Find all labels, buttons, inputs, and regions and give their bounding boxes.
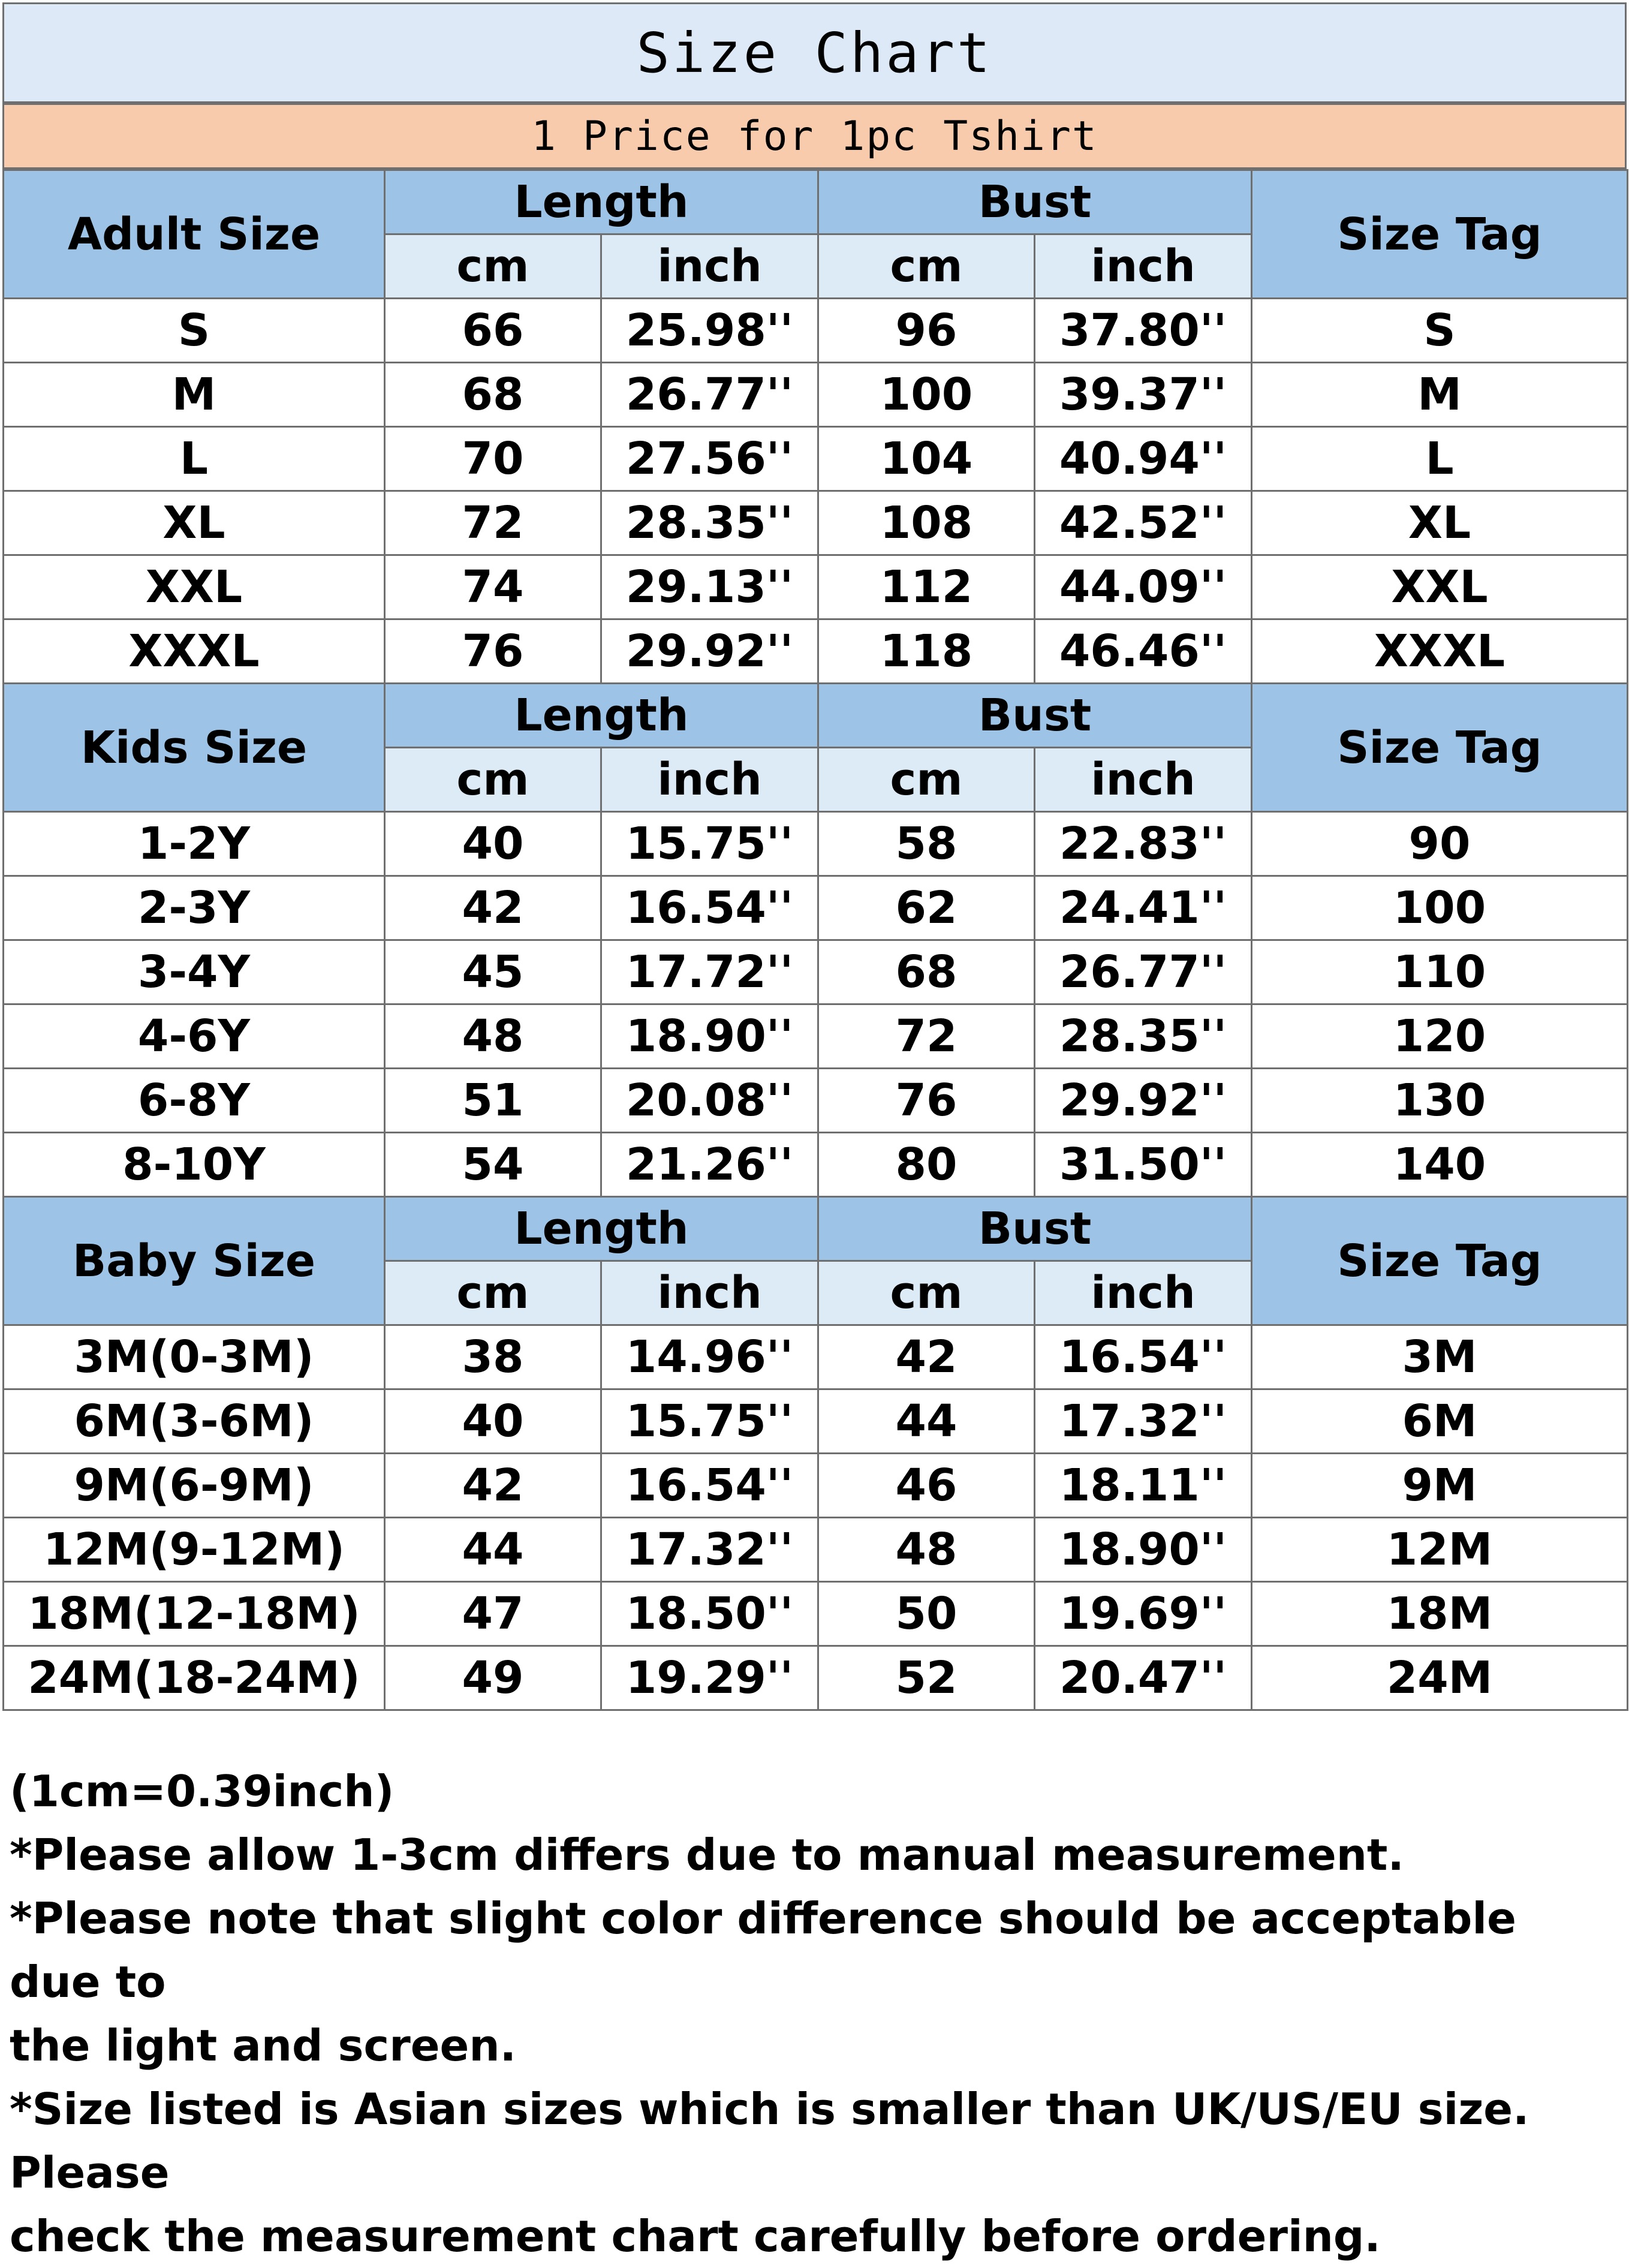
length-cm-cell: 74 — [385, 555, 601, 619]
table-row — [4, 427, 1628, 491]
bust-cm-cell: 46 — [818, 1454, 1035, 1518]
length-cm-cell: 76 — [385, 619, 601, 684]
bust-inch-cell: 17.32'' — [1035, 1389, 1252, 1454]
bust-cm-cell: 80 — [818, 1133, 1035, 1197]
bust-inch-cell: 16.54'' — [1035, 1325, 1252, 1389]
size-cell: S — [4, 299, 385, 363]
size-cell: L — [4, 427, 385, 491]
table-row — [4, 1582, 1628, 1646]
table-row — [4, 1004, 1628, 1069]
length-cm-cell: 42 — [385, 1454, 601, 1518]
bust-cm-cell: 50 — [818, 1582, 1035, 1646]
table-row — [4, 1133, 1628, 1197]
bust-inch-cell: 26.77'' — [1035, 940, 1252, 1004]
bust-cm-cell: 108 — [818, 491, 1035, 555]
length-inch-cell: 16.54'' — [601, 876, 818, 940]
bust-inch-cell: 20.47'' — [1035, 1646, 1252, 1710]
chart-title: Size Chart — [2, 2, 1627, 103]
length-cm-cell: 54 — [385, 1133, 601, 1197]
length-inch-cell: 29.92'' — [601, 619, 818, 684]
size-cell: 1-2Y — [4, 812, 385, 876]
bust-cm-cell: 76 — [818, 1069, 1035, 1133]
bust-inch-cell: 28.35'' — [1035, 1004, 1252, 1069]
bust-inch-header: inch — [1035, 1261, 1252, 1325]
length-cm-cell: 70 — [385, 427, 601, 491]
length-inch-cell: 15.75'' — [601, 812, 818, 876]
bust-inch-cell: 29.92'' — [1035, 1069, 1252, 1133]
note-line: (1cm=0.39inch) — [10, 1766, 395, 1816]
size-table — [2, 169, 1628, 1711]
section-label: Kids Size — [4, 684, 385, 812]
table-row — [4, 299, 1628, 363]
bust-cm-header: cm — [818, 748, 1035, 812]
table-row — [4, 1325, 1628, 1389]
length-cm-cell: 48 — [385, 1004, 601, 1069]
length-cm-cell: 45 — [385, 940, 601, 1004]
notes — [10, 1759, 1616, 2268]
bust-inch-cell: 39.37'' — [1035, 363, 1252, 427]
price-note: 1 Price for 1pc Tshirt — [2, 103, 1627, 169]
length-header: Length — [385, 1197, 818, 1261]
bust-header: Bust — [818, 170, 1252, 234]
bust-cm-cell: 96 — [818, 299, 1035, 363]
bust-cm-cell: 58 — [818, 812, 1035, 876]
size-tag-header: Size Tag — [1252, 684, 1628, 812]
length-cm-cell: 47 — [385, 1582, 601, 1646]
size-tag-cell: 90 — [1252, 812, 1628, 876]
size-tag-cell: S — [1252, 299, 1628, 363]
length-inch-cell: 27.56'' — [601, 427, 818, 491]
length-cm-cell: 42 — [385, 876, 601, 940]
table-row — [4, 1454, 1628, 1518]
size-tag-cell: 130 — [1252, 1069, 1628, 1133]
bust-cm-header: cm — [818, 234, 1035, 299]
length-inch-cell: 25.98'' — [601, 299, 818, 363]
bust-inch-cell: 18.11'' — [1035, 1454, 1252, 1518]
bust-inch-cell: 19.69'' — [1035, 1582, 1252, 1646]
size-tag-cell: XXL — [1252, 555, 1628, 619]
table-row — [4, 812, 1628, 876]
size-tag-cell: 120 — [1252, 1004, 1628, 1069]
length-cm-cell: 68 — [385, 363, 601, 427]
bust-inch-cell: 18.90'' — [1035, 1518, 1252, 1582]
bust-inch-header: inch — [1035, 748, 1252, 812]
size-cell: XXL — [4, 555, 385, 619]
note-line: check the measurement chart carefully before ordering. — [10, 2211, 1381, 2261]
size-cell: 3-4Y — [4, 940, 385, 1004]
length-inch-cell: 20.08'' — [601, 1069, 818, 1133]
table-row — [4, 1518, 1628, 1582]
table-row — [4, 491, 1628, 555]
bust-cm-cell: 72 — [818, 1004, 1035, 1069]
section-header-row — [4, 170, 1628, 234]
bust-inch-cell: 40.94'' — [1035, 427, 1252, 491]
length-inch-cell: 18.90'' — [601, 1004, 818, 1069]
length-cm-cell: 44 — [385, 1518, 601, 1582]
table-row — [4, 876, 1628, 940]
bust-inch-cell: 44.09'' — [1035, 555, 1252, 619]
length-inch-header: inch — [601, 748, 818, 812]
size-cell: 3M(0-3M) — [4, 1325, 385, 1389]
size-tag-cell: XL — [1252, 491, 1628, 555]
size-tag-cell: 3M — [1252, 1325, 1628, 1389]
size-cell: 18M(12-18M) — [4, 1582, 385, 1646]
bust-cm-cell: 52 — [818, 1646, 1035, 1710]
length-inch-cell: 29.13'' — [601, 555, 818, 619]
length-inch-cell: 28.35'' — [601, 491, 818, 555]
bust-cm-cell: 62 — [818, 876, 1035, 940]
section-label: Adult Size — [4, 170, 385, 299]
size-tag-cell: XXXL — [1252, 619, 1628, 684]
bust-inch-cell: 24.41'' — [1035, 876, 1252, 940]
length-inch-cell: 15.75'' — [601, 1389, 818, 1454]
bust-cm-cell: 104 — [818, 427, 1035, 491]
length-cm-cell: 40 — [385, 1389, 601, 1454]
length-inch-cell: 19.29'' — [601, 1646, 818, 1710]
size-tag-cell: 110 — [1252, 940, 1628, 1004]
bust-inch-cell: 31.50'' — [1035, 1133, 1252, 1197]
length-cm-cell: 38 — [385, 1325, 601, 1389]
size-tag-header: Size Tag — [1252, 1197, 1628, 1325]
section-label: Baby Size — [4, 1197, 385, 1325]
length-cm-cell: 72 — [385, 491, 601, 555]
length-cm-header: cm — [385, 1261, 601, 1325]
bust-cm-cell: 42 — [818, 1325, 1035, 1389]
length-cm-header: cm — [385, 234, 601, 299]
section-header-row — [4, 1197, 1628, 1261]
length-inch-header: inch — [601, 234, 818, 299]
length-inch-header: inch — [601, 1261, 818, 1325]
length-cm-cell: 49 — [385, 1646, 601, 1710]
bust-header: Bust — [818, 684, 1252, 748]
length-inch-cell: 21.26'' — [601, 1133, 818, 1197]
table-row — [4, 940, 1628, 1004]
note-line: *Please note that slight color difference should be acceptable due to — [10, 1893, 1516, 2007]
note-line: *Please allow 1-3cm differs due to manual measurement. — [10, 1830, 1404, 1880]
length-inch-cell: 16.54'' — [601, 1454, 818, 1518]
bust-cm-header: cm — [818, 1261, 1035, 1325]
size-cell: M — [4, 363, 385, 427]
size-tag-cell: L — [1252, 427, 1628, 491]
length-header: Length — [385, 684, 818, 748]
length-inch-cell: 17.32'' — [601, 1518, 818, 1582]
table-row — [4, 555, 1628, 619]
bust-inch-header: inch — [1035, 234, 1252, 299]
size-tag-cell: 6M — [1252, 1389, 1628, 1454]
length-header: Length — [385, 170, 818, 234]
bust-cm-cell: 48 — [818, 1518, 1035, 1582]
size-cell: 6-8Y — [4, 1069, 385, 1133]
size-tag-cell: 24M — [1252, 1646, 1628, 1710]
bust-inch-cell: 42.52'' — [1035, 491, 1252, 555]
size-cell: 9M(6-9M) — [4, 1454, 385, 1518]
bust-inch-cell: 46.46'' — [1035, 619, 1252, 684]
note-line: *Size listed is Asian sizes which is smaller than UK/US/EU size. Please — [10, 2084, 1529, 2198]
size-cell: 24M(18-24M) — [4, 1646, 385, 1710]
length-cm-cell: 66 — [385, 299, 601, 363]
size-cell: 2-3Y — [4, 876, 385, 940]
size-tag-cell: 100 — [1252, 876, 1628, 940]
table-row — [4, 363, 1628, 427]
bust-header: Bust — [818, 1197, 1252, 1261]
bust-cm-cell: 100 — [818, 363, 1035, 427]
bust-inch-cell: 37.80'' — [1035, 299, 1252, 363]
length-inch-cell: 14.96'' — [601, 1325, 818, 1389]
size-tag-header: Size Tag — [1252, 170, 1628, 299]
length-inch-cell: 26.77'' — [601, 363, 818, 427]
size-cell: 8-10Y — [4, 1133, 385, 1197]
size-tag-cell: 12M — [1252, 1518, 1628, 1582]
size-cell: XXXL — [4, 619, 385, 684]
length-cm-header: cm — [385, 748, 601, 812]
size-tag-cell: 9M — [1252, 1454, 1628, 1518]
table-row — [4, 1646, 1628, 1710]
size-cell: XL — [4, 491, 385, 555]
size-tag-cell: 140 — [1252, 1133, 1628, 1197]
size-cell: 4-6Y — [4, 1004, 385, 1069]
table-row — [4, 619, 1628, 684]
length-cm-cell: 40 — [385, 812, 601, 876]
note-line: the light and screen. — [10, 2020, 516, 2071]
length-inch-cell: 18.50'' — [601, 1582, 818, 1646]
table-row — [4, 1389, 1628, 1454]
bust-inch-cell: 22.83'' — [1035, 812, 1252, 876]
section-header-row — [4, 684, 1628, 748]
length-cm-cell: 51 — [385, 1069, 601, 1133]
size-cell: 6M(3-6M) — [4, 1389, 385, 1454]
length-inch-cell: 17.72'' — [601, 940, 818, 1004]
bust-cm-cell: 44 — [818, 1389, 1035, 1454]
size-tag-cell: M — [1252, 363, 1628, 427]
bust-cm-cell: 112 — [818, 555, 1035, 619]
table-row — [4, 1069, 1628, 1133]
bust-cm-cell: 118 — [818, 619, 1035, 684]
size-cell: 12M(9-12M) — [4, 1518, 385, 1582]
size-tag-cell: 18M — [1252, 1582, 1628, 1646]
bust-cm-cell: 68 — [818, 940, 1035, 1004]
